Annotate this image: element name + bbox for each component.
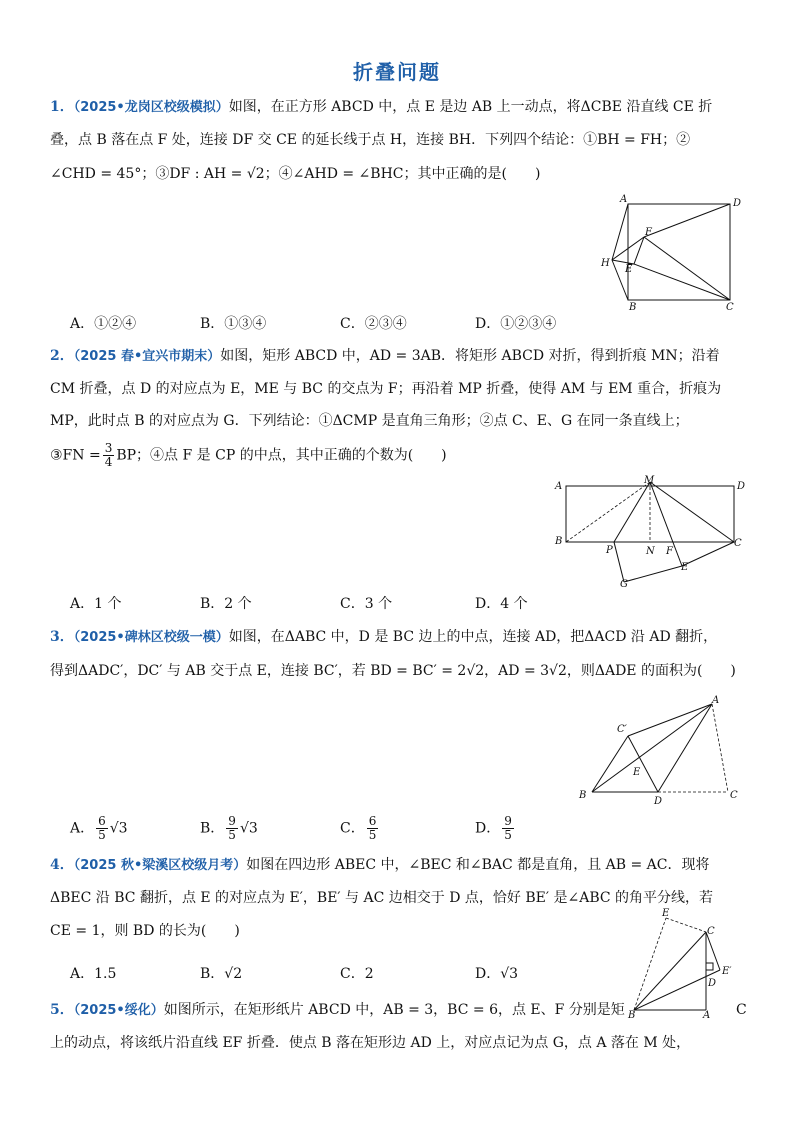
q3-option-d-den: 5 — [504, 828, 512, 842]
q5-text-2: 上的动点，将该纸片沿直线 EF 折叠．使点 B 落在矩形边 AD 上，对应点记为点 G，点 A 落在 M 处， — [50, 1035, 691, 1051]
q4-text-3: CE = 1，则 BD 的长为( ) — [50, 923, 240, 939]
q4-figure — [626, 906, 746, 1018]
q3-option-b-frac — [226, 815, 238, 842]
q2-figure — [550, 474, 750, 594]
q1-option-d[interactable]: D．①②③④ — [475, 316, 557, 332]
q3-source: （2025•碑林区校级一模） — [73, 630, 229, 645]
q1-label-D: D — [733, 198, 742, 209]
q4-label-B: B — [628, 1010, 636, 1018]
q4-text-2: ΔBEC 沿 BC 翻折，点 E 的对应点为 E′，BE′ 与 AC 边相交于 D 点，恰好 BE′ 是∠ABC 的角平分线，若 — [50, 890, 714, 906]
q2-option-d[interactable]: D．4 个 — [475, 596, 528, 612]
q3-option-a-tail: √3 — [109, 820, 128, 837]
q3-text-1: 如图，在ΔABC 中，D 是 BC 边上的中点，连接 AD，把ΔACD 沿 AD 翻折， — [228, 629, 718, 645]
q1-line1 — [50, 97, 712, 118]
q2-line1 — [50, 346, 720, 367]
q4-option-d[interactable]: D．√3 — [475, 966, 519, 982]
q3-label-C: C — [730, 790, 738, 801]
page-title: 折叠问题 — [353, 60, 441, 84]
q1-label-H: H — [601, 258, 610, 269]
q5-source: （2025•绥化） — [73, 1003, 164, 1018]
q1-option-b[interactable]: B．①③④ — [200, 316, 267, 332]
q2-option-a[interactable]: A．1 个 — [70, 596, 122, 612]
q3-option-d[interactable] — [475, 815, 516, 842]
q2-text-1: 如图，矩形 ABCD 中，AD = 3AB．将矩形 ABCD 对折，得到折痕 MN；沿着 — [220, 348, 720, 364]
q4-option-c[interactable]: C．2 — [340, 966, 374, 982]
q4-label-C: C — [707, 926, 715, 937]
q2-frac-num: 3 — [104, 441, 113, 455]
q1-number: 1． — [50, 99, 74, 115]
q1-source: （2025•龙岗区校级模拟） — [73, 100, 229, 115]
q2-label-N: N — [646, 546, 655, 557]
q3-option-b-letter: B． — [200, 820, 225, 837]
q1-label-F: F — [645, 227, 652, 238]
q2-option-c[interactable]: C．3 个 — [340, 596, 393, 612]
q1-label-A: A — [620, 194, 628, 205]
q3-option-b-tail: √3 — [239, 820, 258, 837]
q2-number: 2． — [50, 348, 74, 364]
q3-option-a[interactable] — [70, 815, 128, 842]
q4-label-A: A — [703, 1010, 711, 1018]
q3-option-a-letter: A． — [70, 820, 95, 837]
q5-text-1-tail: C — [736, 1002, 747, 1018]
q3-label-B: B — [579, 790, 587, 801]
q2-line4 — [50, 442, 447, 469]
q2-frac-den: 4 — [104, 455, 113, 469]
q5-line1 — [50, 1000, 625, 1021]
q2-label-M: M — [644, 475, 655, 486]
q1-figure — [598, 192, 748, 312]
q3-option-d-letter: D． — [475, 820, 501, 837]
q2-label-A: A — [555, 481, 563, 492]
q1-text-1: 如图，在正方形 ABCD 中，点 E 是边 AB 上一动点，将ΔCBE 沿直线 CE 折 — [228, 99, 713, 115]
q2-text-4b: BP；④点 F 是 CP 的中点，其中正确的个数为( ) — [116, 447, 447, 464]
q3-option-b-den: 5 — [228, 828, 236, 842]
q4-label-D: D — [708, 978, 717, 989]
q3-option-a-num: 6 — [98, 814, 106, 828]
q3-option-a-den: 5 — [98, 828, 106, 842]
q4-label-E-prime: E′ — [722, 966, 732, 977]
q3-option-c-num: 6 — [368, 814, 377, 828]
q3-option-c-frac — [367, 815, 379, 842]
q4-option-b[interactable]: B．√2 — [200, 966, 243, 982]
q1-option-a[interactable]: A．①②④ — [70, 316, 137, 332]
q3-line1 — [50, 627, 717, 648]
q2-text-3: MP，此时点 B 的对应点为 G．下列结论：①ΔCMP 是直角三角形；②点 C、E、G 在同一条直线上； — [50, 413, 689, 429]
q4-number: 4． — [50, 857, 74, 873]
q2-label-G: G — [620, 579, 628, 590]
q2-fraction — [103, 442, 115, 469]
q4-source: （2025 秋•梁溪区校级月考） — [73, 858, 247, 873]
q1-label-C: C — [726, 302, 734, 312]
q3-option-c-letter: C． — [340, 820, 365, 837]
q3-text-2: 得到ΔADC′，DC′ 与 AB 交于点 E，连接 BC′，若 BD = BC′ = 2√2，AD = 3√2，则ΔADE 的面积为( ) — [50, 663, 736, 679]
q1-label-B: B — [629, 302, 637, 312]
q5-number: 5． — [50, 1002, 74, 1018]
q2-option-b[interactable]: B．2 个 — [200, 596, 252, 612]
q2-label-E: E — [681, 562, 689, 573]
q1-label-E: E — [625, 264, 633, 275]
q4-option-a[interactable]: A．1.5 — [70, 966, 117, 982]
q3-number: 3． — [50, 629, 74, 645]
q4-text-1: 如图在四边形 ABEC 中，∠BEC 和∠BAC 都是直角，且 AB = AC．现将 — [246, 857, 710, 873]
q3-label-E: E — [633, 767, 641, 778]
q4-label-E: E — [662, 908, 670, 919]
q3-option-c-den: 5 — [368, 828, 377, 842]
q2-source: （2025 春•宜兴市期末） — [73, 349, 221, 364]
q3-figure — [570, 690, 750, 810]
q3-label-D: D — [654, 796, 663, 807]
q2-text-4a: ③FN = — [50, 447, 101, 464]
q5-text-1: 如图所示，在矩形纸片 ABCD 中，AB = 3，BC = 6，点 E、F 分别是矩 — [163, 1002, 625, 1018]
q3-option-d-num: 9 — [504, 814, 512, 828]
q2-label-C: C — [734, 538, 742, 549]
q1-option-c[interactable]: C．②③④ — [340, 316, 407, 332]
q2-label-F: F — [666, 546, 673, 557]
q3-option-b-num: 9 — [228, 814, 236, 828]
q2-text-2: CM 折叠，点 D 的对应点为 E，ME 与 BC 的交点为 F；再沿着 MP 折叠，使得 AM 与 EM 重合，折痕为 — [50, 381, 722, 397]
q2-label-D: D — [737, 481, 746, 492]
q3-option-a-frac — [96, 815, 108, 842]
q2-label-B: B — [555, 536, 563, 547]
q3-option-c[interactable] — [340, 815, 380, 842]
q2-label-P: P — [606, 545, 613, 556]
q3-option-b[interactable] — [200, 815, 258, 842]
q4-line1 — [50, 855, 710, 876]
q1-text-2: 叠，点 B 落在点 F 处，连接 DF 交 CE 的延长线于点 H，连接 BH．下列四个结论：①BH = FH；② — [50, 132, 691, 148]
q1-text-3: ∠CHD = 45°；③DF : AH = √2；④∠AHD = ∠BHC；其中正确的是( ) — [50, 166, 541, 182]
q3-option-d-frac — [502, 815, 514, 842]
q3-label-A: A — [712, 695, 720, 706]
q3-label-C-prime: C′ — [617, 724, 627, 735]
